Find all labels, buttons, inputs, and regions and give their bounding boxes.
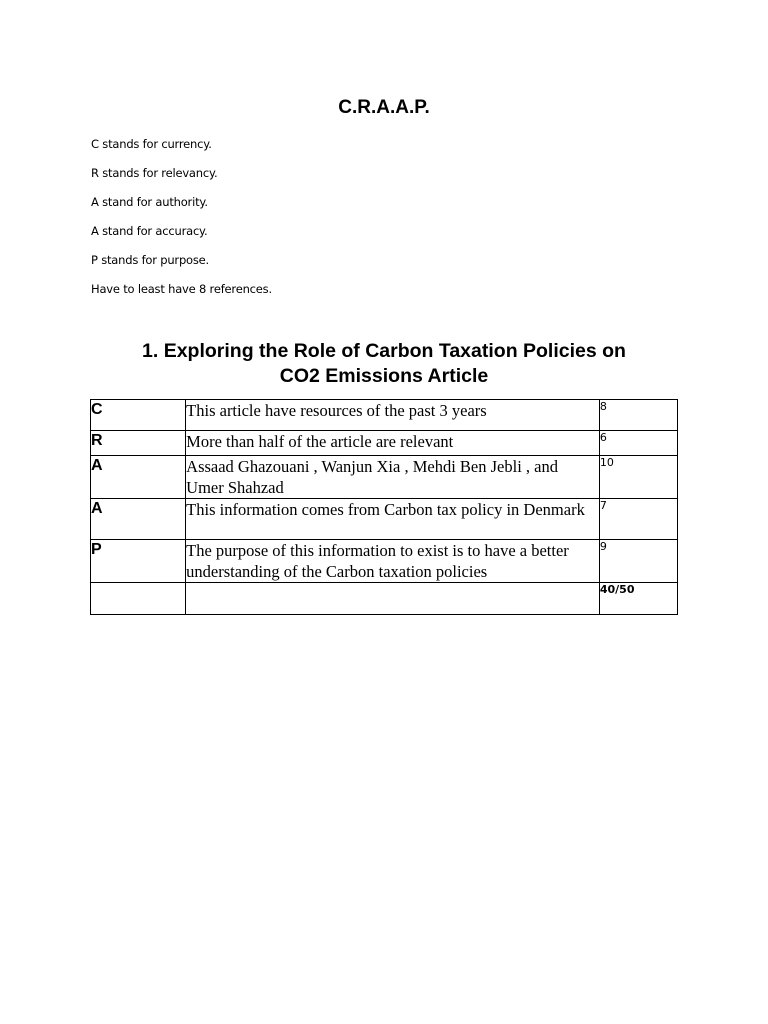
criterion-score: 7 — [599, 499, 677, 540]
page-title: C.R.A.A.P. — [338, 97, 430, 118]
definition-relevancy: R stands for relevancy. — [91, 166, 218, 180]
criterion-description: Assaad Ghazouani , Wanjun Xia , Mehdi Ben Jebli , and Umer Shahzad — [186, 456, 600, 499]
criterion-score: 9 — [599, 540, 677, 583]
criterion-description: This information comes from Carbon tax policy in Denmark — [186, 499, 600, 540]
criterion-score: 6 — [599, 431, 677, 456]
table-row — [91, 431, 678, 456]
definition-authority: A stand for authority. — [91, 195, 208, 209]
total-empty-description-cell — [186, 583, 600, 615]
criterion-letter: P — [91, 540, 186, 583]
table-row — [91, 400, 678, 431]
criterion-letter: R — [91, 431, 186, 456]
section-heading — [90, 339, 678, 389]
table-row — [91, 540, 678, 583]
definition-accuracy: A stand for accuracy. — [91, 224, 208, 238]
craap-evaluation-table — [90, 399, 678, 615]
criterion-description: The purpose of this information to exist is to have a better understanding of the Carbon taxation policies — [186, 540, 600, 583]
total-score: 40/50 — [599, 583, 677, 615]
table-row-total — [91, 583, 678, 615]
definition-list — [91, 136, 272, 310]
table-row — [91, 456, 678, 499]
criterion-score: 8 — [599, 400, 677, 431]
section-heading-line-2: CO2 Emissions Article — [279, 365, 489, 387]
criterion-description: This article have resources of the past 3 years — [186, 400, 600, 431]
criterion-letter: A — [91, 456, 186, 499]
criterion-score: 10 — [599, 456, 677, 499]
criterion-letter: A — [91, 499, 186, 540]
criterion-letter: C — [91, 400, 186, 431]
total-empty-letter-cell — [91, 583, 186, 615]
criterion-description: More than half of the article are relevant — [186, 431, 600, 456]
definition-purpose: P stands for purpose. — [91, 253, 210, 267]
table-row — [91, 499, 678, 540]
definition-currency: C stands for currency. — [91, 137, 212, 151]
references-requirement: Have to least have 8 references. — [91, 282, 272, 296]
section-heading-line-1: 1. Exploring the Role of Carbon Taxation Policies on — [142, 340, 626, 362]
